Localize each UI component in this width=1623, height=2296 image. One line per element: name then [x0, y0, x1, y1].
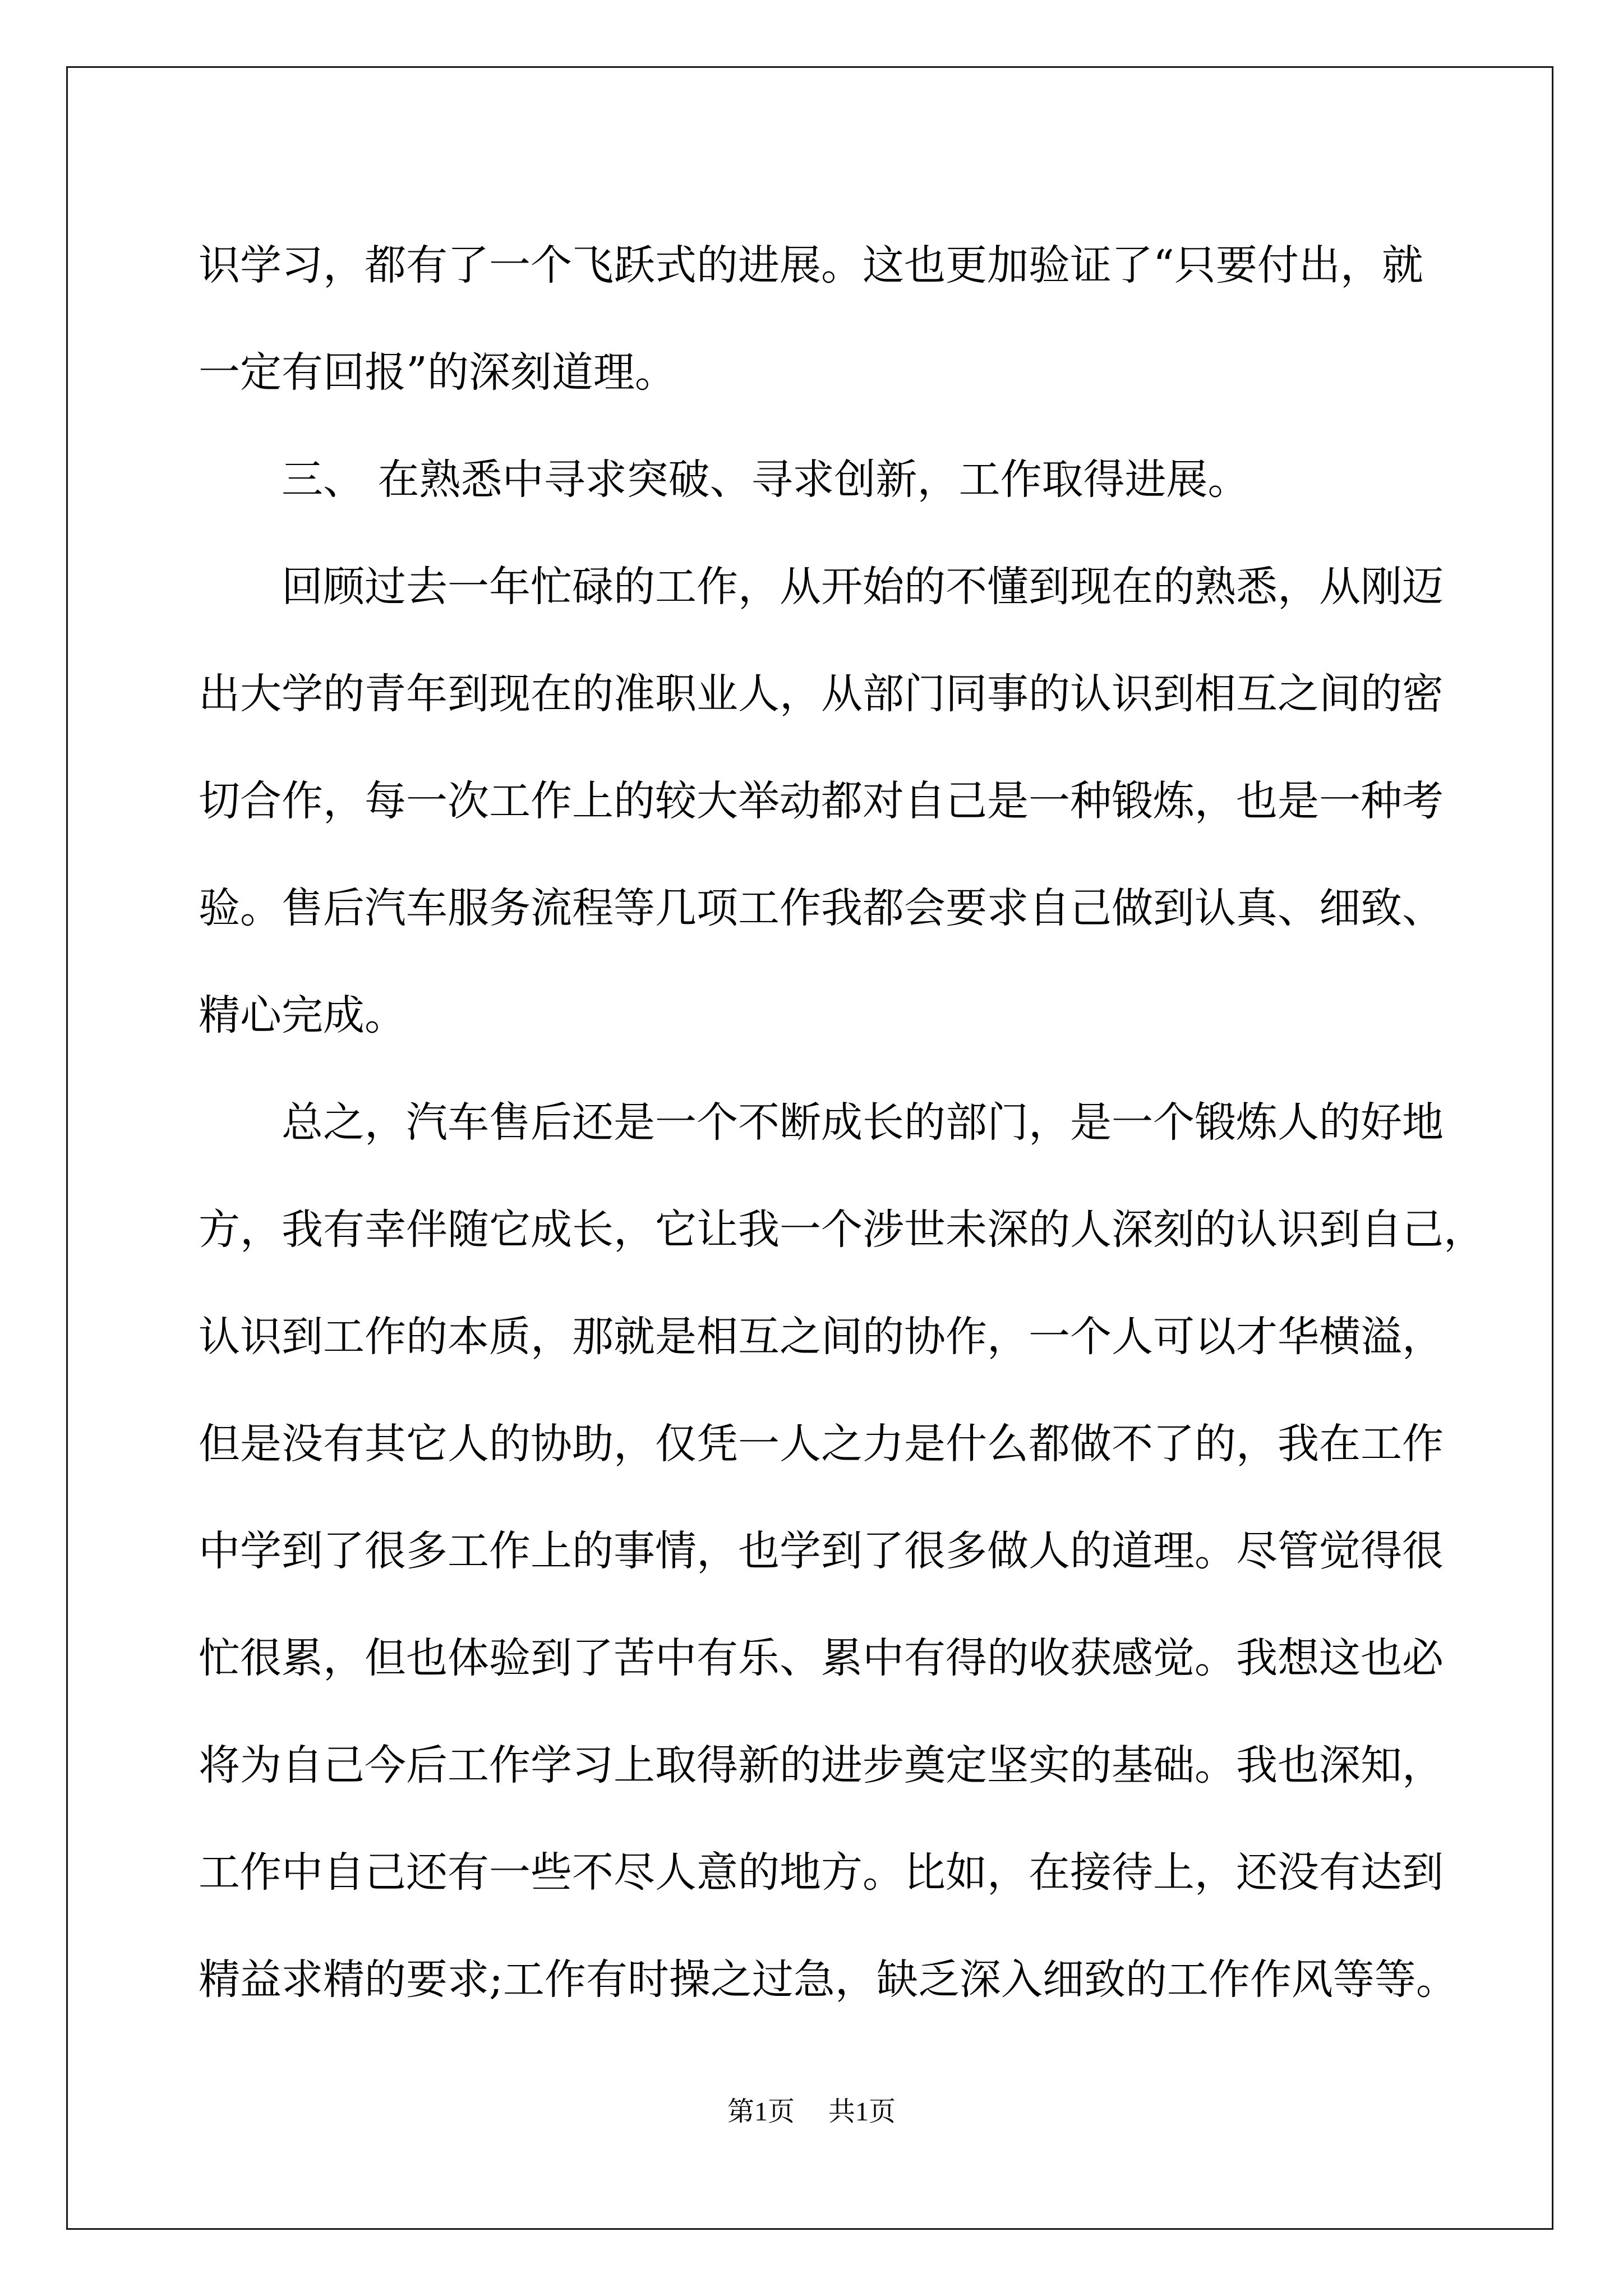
paragraph-line: 忙很累，但也体验到了苦中有乐、累中有得的收获感觉。我想这也必 [199, 1634, 1444, 1682]
paragraph-line: 一定有回报”的深刻道理。 [199, 348, 676, 397]
paragraph-line: 认识到工作的本质，那就是相互之间的协作，一个人可以才华横溢， [199, 1313, 1444, 1361]
paragraph-line: 切合作，每一次工作上的较大举动都对自己是一种锻炼，也是一种考 [199, 777, 1444, 825]
paragraph-line: 但是没有其它人的协助，仅凭一人之力是什么都做不了的，我在工作 [199, 1420, 1444, 1468]
page-footer [0, 2095, 1623, 2129]
paragraph-line: 精心完成。 [199, 991, 406, 1039]
document-body [199, 212, 1485, 2033]
paragraph-line: 总之，汽车售后还是一个不断成长的部门，是一个锻炼人的好地 [282, 1098, 1444, 1147]
paragraph-line: 方，我有幸伴随它成长，它让我一个涉世未深的人深刻的认识到自己， [199, 1205, 1485, 1254]
paragraph-line: 将为自己今后工作学习上取得新的进步奠定坚实的基础。我也深知， [199, 1741, 1444, 1789]
paragraph-line: 验。售后汽车服务流程等几项工作我都会要求自己做到认真、细致、 [199, 884, 1444, 932]
paragraph-line: 精益求精的要求;工作有时操之过急，缺乏深入细致的工作作风等等。 [199, 1955, 1458, 2004]
paragraph-line: 出大学的青年到现在的准职业人，从部门同事的认识到相互之间的密 [199, 670, 1444, 718]
page-number-current: 第1页 [727, 2097, 795, 2127]
paragraph-line: 工作中自己还有一些不尽人意的地方。比如，在接待上，还没有达到 [199, 1848, 1444, 1897]
paragraph-line: 回顾过去一年忙碌的工作，从开始的不懂到现在的熟悉，从刚迈 [282, 563, 1444, 611]
page-number-total: 共1页 [828, 2097, 896, 2127]
paragraph-line: 中学到了很多工作上的事情，也学到了很多做人的道理。尽管觉得很 [199, 1527, 1444, 1575]
section-heading: 三、 在熟悉中寻求突破、寻求创新，工作取得进展。 [282, 455, 1249, 504]
paragraph-line: 识学习，都有了一个飞跃式的进展。这也更加验证了“只要付出，就 [199, 241, 1423, 289]
